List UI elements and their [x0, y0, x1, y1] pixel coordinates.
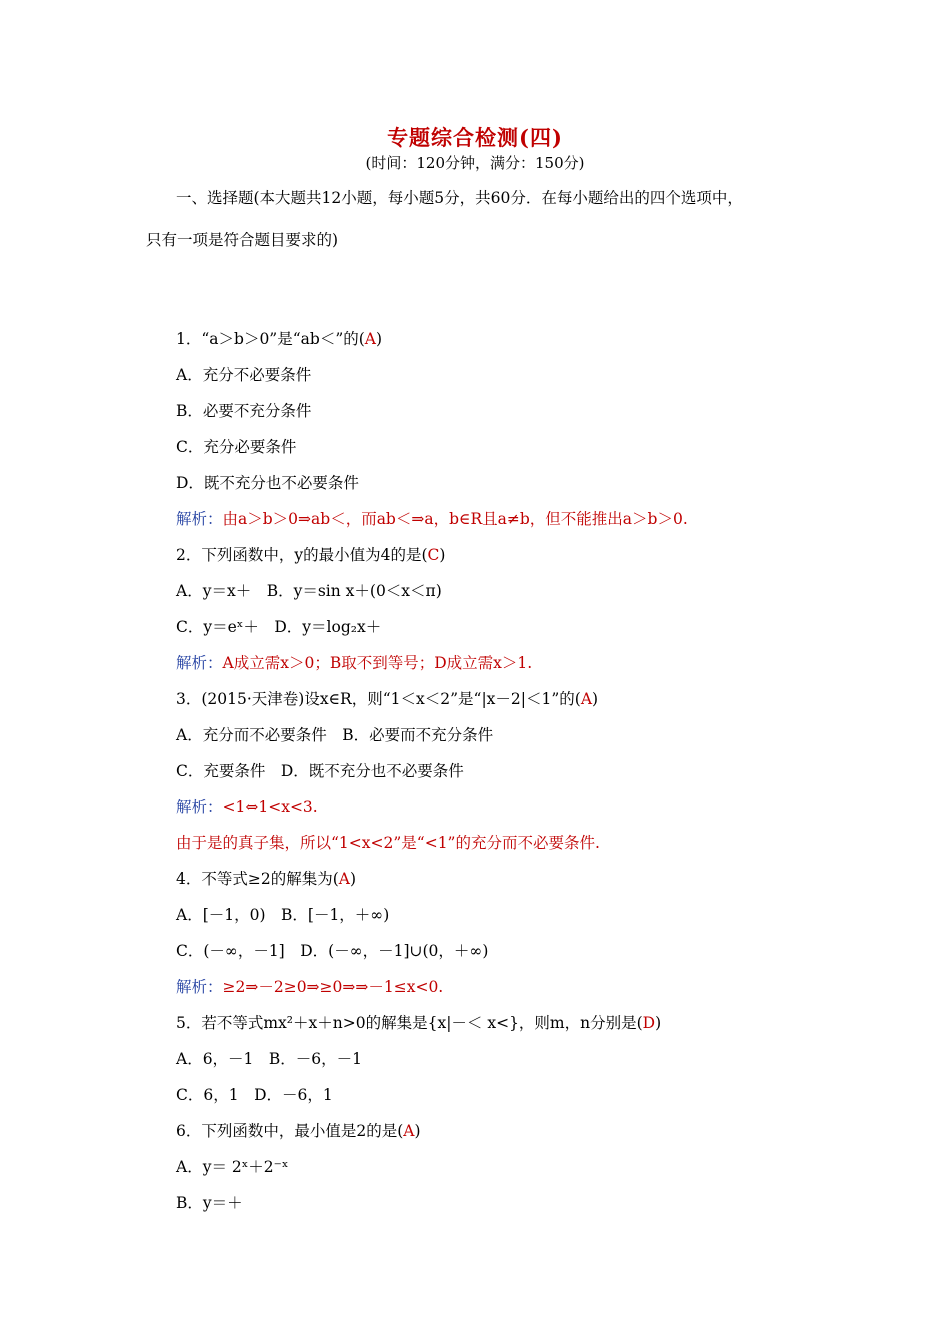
option-line: A．y＝x＋ B．y＝sin x＋(0＜x＜π) [176, 582, 442, 600]
section-intro-line-1: 一、选择题(本大题共12小题，每小题5分，共60分．在每小题给出的四个选项中， [176, 189, 743, 207]
option-line: C．6，1 D．－6，1 [176, 1086, 333, 1104]
option-line: A．[－1，0) B．[－1，＋∞) [176, 906, 390, 924]
explanation-label: 解析： [176, 654, 223, 672]
explanation-continued: 由于是的真子集，所以“1<x<2”是“<1”的充分而不必要条件. [176, 834, 600, 852]
question-1-stem: 1．“a＞b＞0”是“ab＜”的(A) [176, 330, 383, 348]
explanation-label: 解析： [176, 978, 223, 996]
option-line: A．充分而不必要条件 B．必要而不充分条件 [176, 726, 494, 744]
question-6-stem: 6．下列函数中，最小值是2的是(A) [176, 1122, 421, 1140]
explanation-line: 解析：由a＞b＞0⇒ab＜，而ab＜⇒a，b∈R且a≠b，但不能推出a＞b＞0. [176, 510, 688, 528]
answer-letter: A [338, 870, 350, 888]
option-line: A．充分不必要条件 [176, 366, 312, 384]
answer-letter: A [580, 690, 593, 708]
answer-letter: A [403, 1122, 415, 1140]
explanation-label: 解析： [176, 510, 223, 528]
option-line: A．6，－1 B．－6，－1 [176, 1050, 363, 1068]
question-5-stem: 5．若不等式mx²＋x＋n>0的解集是{x|－＜ x<}，则m，n分别是(D) [176, 1014, 662, 1032]
explanation-line: 解析：≥2⇒－2≥0⇒≥0⇒⇒－1≤x<0. [176, 978, 444, 996]
question-2-stem: 2．下列函数中，y的最小值为4的是(C) [176, 546, 446, 564]
option-line: C．y＝eˣ＋ D．y＝log₂x＋ [176, 618, 382, 636]
explanation-label: 解析： [176, 798, 223, 816]
option-line: C．充要条件 D．既不充分也不必要条件 [176, 762, 464, 780]
option-line: C．充分必要条件 [176, 438, 297, 456]
answer-letter: D [642, 1014, 656, 1032]
question-3-stem: 3．(2015·天津卷)设x∈R，则“1＜x＜2”是“|x－2|＜1”的(A) [176, 690, 599, 708]
option-line: A．y＝ 2ˣ＋2⁻ˣ [176, 1158, 289, 1176]
explanation-line: 解析：A成立需x＞0；B取不到等号；D成立需x＞1. [176, 654, 533, 672]
explanation-line: 解析：<1⇔1<x<3. [176, 798, 318, 816]
answer-letter: C [427, 546, 440, 564]
document-subtitle: (时间：120分钟，满分：150分) [365, 154, 585, 172]
question-4-stem: 4．不等式≥2的解集为(A) [176, 870, 357, 888]
document-title: 专题综合检测(四) [387, 125, 563, 150]
option-line: B．必要不充分条件 [176, 402, 312, 420]
answer-letter: A [364, 330, 376, 348]
section-intro-line-2: 只有一项是符合题目要求的) [146, 231, 339, 249]
option-line: C．(－∞，－1] D．(－∞，－1]∪(0，＋∞) [176, 942, 489, 960]
option-line: D．既不充分也不必要条件 [176, 474, 359, 492]
option-line: B．y＝＋ [176, 1194, 243, 1212]
